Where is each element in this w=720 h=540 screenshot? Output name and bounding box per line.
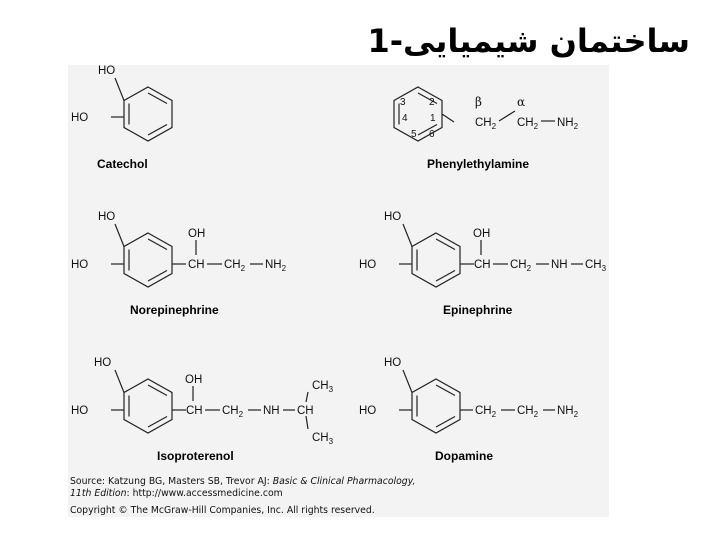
hydroxyl-left-label: HO [359,405,377,417]
methylene-alpha-label: $CH_2$ [517,405,539,419]
citation-line-2 [70,488,415,500]
molecule-name: Catechol [97,157,148,171]
citation-line-1 [70,476,415,488]
slide-title: ساختمان شیمیایی-1 [367,22,690,60]
hydroxyl-left-label: HO [359,259,377,271]
molecule-name: Norepinephrine [130,303,219,317]
hydroxyl-left-label: HO [71,259,89,271]
branch-methine-label: CH [297,405,314,417]
side-chain-hydroxyl-label: OH [473,228,491,240]
hydroxyl-top-label: HO [94,357,112,369]
amine-label: $NH_2$ [265,259,287,273]
methine-label: CH [188,259,205,271]
hydroxyl-top-label: HO [384,357,402,369]
beta-label: β [475,95,482,109]
molecule-name: Phenylethylamine [427,157,530,171]
methine-label: CH [474,259,491,271]
amine-label: NH [263,405,280,417]
methylene-alpha-label: $CH_2$ [517,117,539,131]
molecule-name: Isoproterenol [157,449,234,463]
amine-label: $NH_2$ [557,405,579,419]
molecule-name: Dopamine [435,449,494,463]
copyright-notice: Copyright © The McGraw-Hill Companies, Inc. All rights reserved. [70,505,375,516]
benzene-ring [124,379,172,433]
methylene-beta-label: $CH_2$ [475,117,497,131]
molecule-name: Epinephrine [443,303,513,317]
benzene-ring [412,379,460,433]
citation-url: : http://www.accessmedicine.com [126,488,283,499]
molecule-epinephrine [359,211,607,317]
ring-position-4: 4 [402,113,408,124]
hydroxyl-left-label: HO [71,405,89,417]
molecule-isoproterenol [71,357,334,463]
methyl-top-label: $CH_3$ [312,380,334,394]
methylene-label: $CH_2$ [222,405,244,419]
methylene-label: $CH_2$ [224,259,246,273]
methylene-label: $CH_2$ [510,259,532,273]
hydroxyl-top-label: HO [384,211,402,223]
side-chain-hydroxyl-label: OH [185,374,203,386]
molecule-phenylethylamine [394,87,579,171]
methyl-bottom-label: $CH_3$ [312,432,334,446]
citation-edition: 11th Edition [70,488,127,499]
benzene-ring [124,87,172,141]
hydroxyl-top-label: HO [98,65,116,77]
molecule-catechol [71,65,172,171]
methine-label: CH [186,405,203,417]
hydroxyl-top-label: HO [98,211,116,223]
citation-authors: Source: Katzung BG, Masters SB, Trevor AJ: [70,476,273,487]
methyl-label: $CH_3$ [585,259,607,273]
citation-book-title: Basic & Clinical Pharmacology, [272,476,416,487]
ring-position-1: 1 [430,113,436,124]
amine-label: NH [551,259,568,271]
ring-position-5: 5 [411,129,417,140]
molecule-dopamine [359,357,579,463]
ring-position-2: 2 [429,97,435,108]
ring-position-3: 3 [400,97,406,108]
hydroxyl-left-label: HO [71,112,89,124]
benzene-ring [124,233,172,287]
amine-label: $NH_2$ [557,117,579,131]
alpha-label: α [517,95,526,109]
side-chain-hydroxyl-label: OH [188,228,206,240]
ring-position-6: 6 [429,129,435,140]
benzene-ring [412,233,460,287]
source-citation [70,476,415,500]
methylene-beta-label: $CH_2$ [475,405,497,419]
chemical-structures-figure [68,65,609,517]
molecule-norepinephrine [71,211,287,317]
